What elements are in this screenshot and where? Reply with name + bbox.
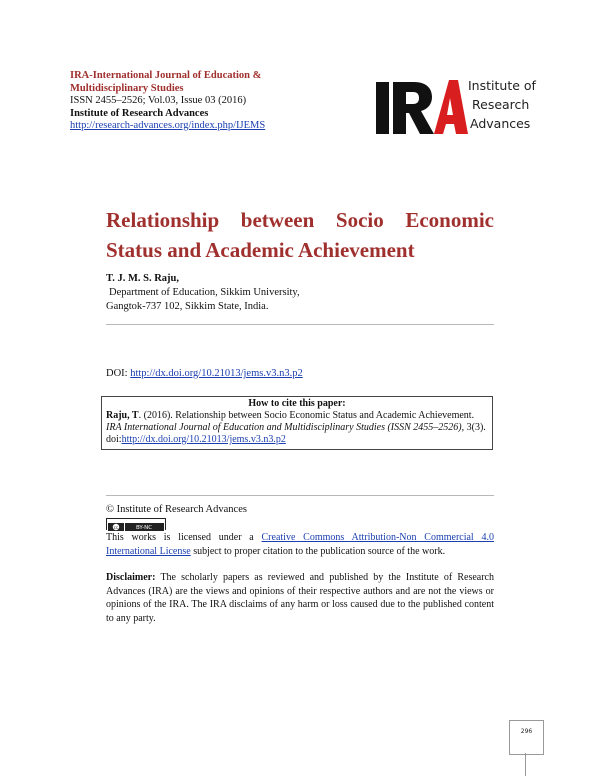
author-name: T. J. M. S. Raju, [106, 273, 180, 284]
citation-text [106, 410, 488, 446]
paper-title: Relationship between Socio Economic Status and Academic Achievement [106, 208, 494, 262]
logo-line2: Research [472, 97, 530, 112]
page-number: 296 [520, 728, 533, 735]
journal-name-line1: IRA-International Journal of Education & [70, 70, 262, 81]
disclaimer [106, 571, 494, 625]
license-text [106, 531, 494, 559]
doi-label: DOI: [106, 368, 131, 379]
citation-doi-link[interactable]: http://dx.doi.org/10.21013/jems.v3.n3.p2 [121, 434, 286, 445]
disclaimer-text: The scholarly papers as reviewed and published by the Institute of Research Advances (IRA) are the views and opinions of their respective authors and are not the views or opinions of the IRA. The IRA disclaims of any harm or loss caused due to the published content to any party. [106, 572, 494, 624]
cc-license-badge[interactable] [106, 518, 166, 530]
license-link[interactable]: Creative Commons Attribution-Non Commercial 4.0 International License [106, 532, 494, 557]
ira-logo-mark [376, 72, 468, 138]
logo-letter-r [393, 82, 434, 134]
doi-line [106, 368, 303, 379]
journal-name-line2: Multidisciplinary Studies [70, 82, 184, 94]
copyright: © Institute of Research Advances [106, 504, 247, 515]
citation-volume: , 3(3). doi: [106, 422, 486, 445]
citation-body: . (2016). Relationship between Socio Economic Status and Academic Achievement. [138, 410, 475, 421]
journal-issn: ISSN 2455–2526; Vol.03, Issue 03 (2016) [70, 95, 247, 106]
logo-line3: Advances [470, 116, 531, 131]
page-number-stem [525, 753, 526, 776]
citation-author: Raju, T [106, 410, 139, 421]
ira-logo [376, 72, 546, 142]
page-number-box [509, 720, 544, 755]
logo-letter-i [376, 82, 389, 134]
cc-badge-text: BY-NC [135, 525, 153, 532]
journal-header [70, 70, 330, 133]
logo-wordmark [468, 76, 536, 133]
divider [106, 324, 494, 325]
author-address: Gangtok-737 102, Sikkim State, India. [106, 301, 269, 312]
journal-url-link[interactable]: http://research-advances.org/index.php/IJEMS [70, 120, 266, 131]
author-department: Department of Education, Sikkim University, [109, 287, 300, 298]
journal-name [70, 70, 330, 95]
disclaimer-label: Disclaimer: [106, 572, 156, 583]
logo-line1: Institute of [468, 78, 536, 93]
citation-journal: IRA International Journal of Education and Multidisciplinary Studies (ISSN 2455–2526) [106, 422, 462, 433]
doi-link[interactable]: http://dx.doi.org/10.21013/jems.v3.n3.p2 [130, 368, 303, 379]
license-text-after: subject to proper citation to the publication source of the work. [190, 546, 446, 557]
journal-publisher: Institute of Research Advances [70, 107, 209, 119]
svg-text:cc: cc [113, 524, 119, 530]
divider [106, 495, 494, 496]
license-text-before: This works is licensed under a [106, 532, 262, 543]
logo-letter-a [434, 80, 468, 134]
citation-box [101, 396, 493, 450]
author-block [106, 272, 406, 314]
citation-heading: How to cite this paper: [248, 398, 346, 409]
